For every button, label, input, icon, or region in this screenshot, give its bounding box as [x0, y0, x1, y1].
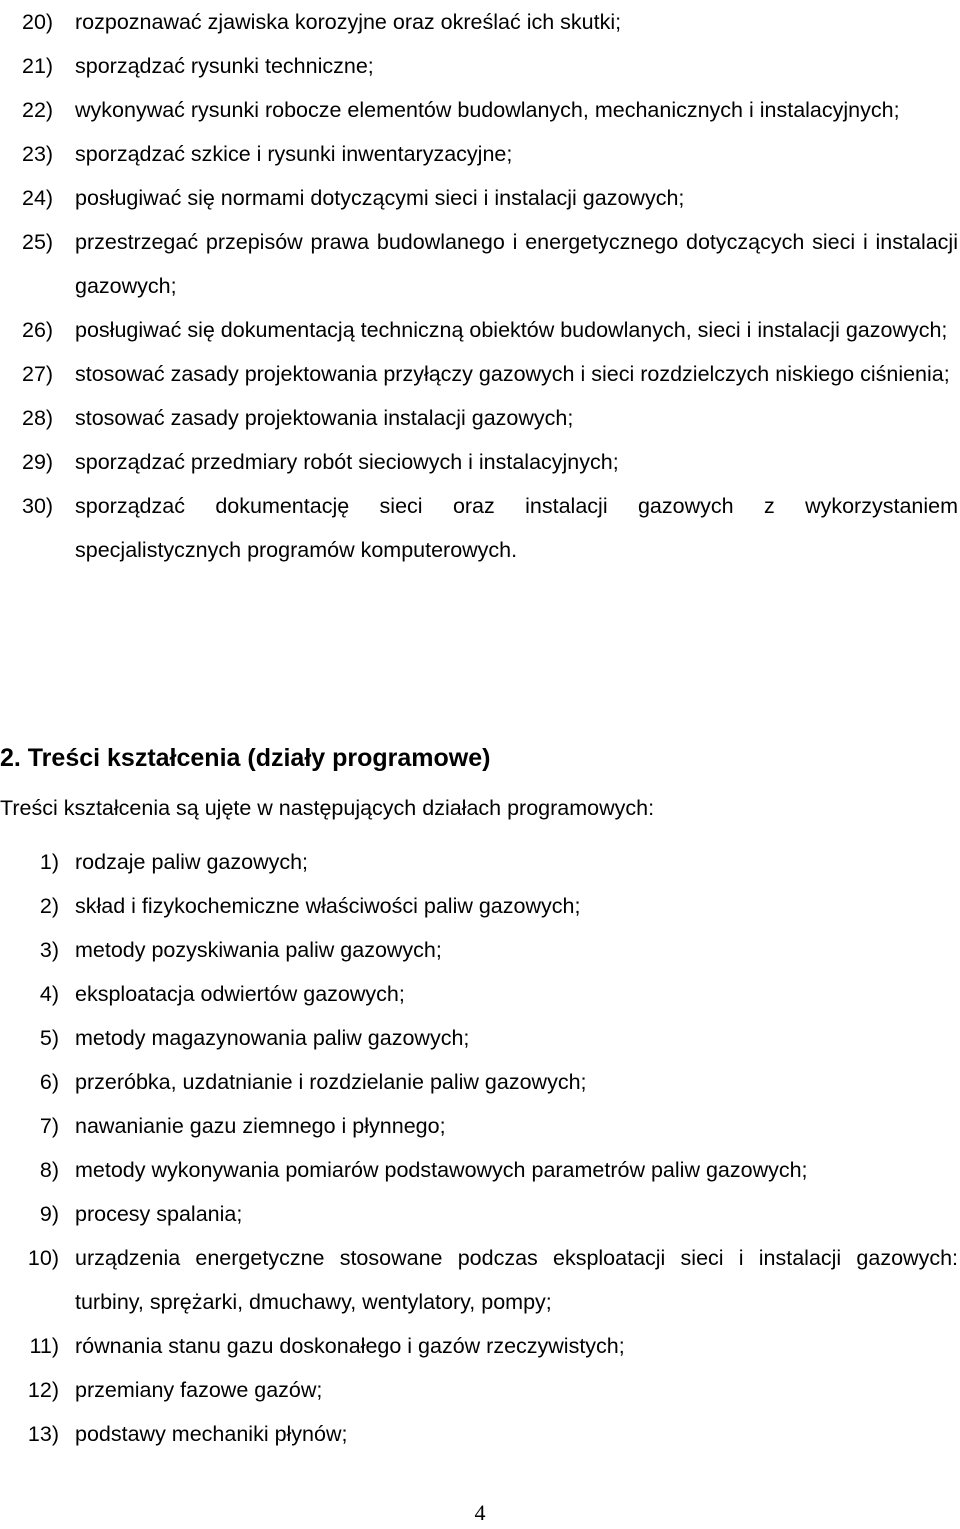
- list-item-text: rodzaje paliw gazowych;: [75, 850, 309, 874]
- list-item-text: sporządzać szkice i rysunki inwentaryzacyjne;: [75, 142, 513, 166]
- list-item-number: 2): [39, 894, 59, 918]
- list-item-number: 5): [39, 1026, 59, 1050]
- list-item-number: 25): [22, 230, 54, 254]
- list-item-number: 3): [39, 938, 59, 962]
- list-item-text: przeróbka, uzdatnianie i rozdzielanie paliw gazowych;: [75, 1070, 587, 1094]
- list-item-number: 29): [22, 450, 54, 474]
- program-sections-list: [0, 840, 960, 1456]
- list-item-text: urządzenia energetyczne stosowane podczas eksploatacji sieci i instalacji gazowych: turbiny, sprężarki, dmuchawy, wentylatory, pompy;: [75, 1246, 958, 1314]
- list-item-text: metody magazynowania paliw gazowych;: [75, 1026, 470, 1050]
- list-item: [0, 1324, 960, 1368]
- list-item: [0, 176, 960, 220]
- list-item: [0, 1104, 960, 1148]
- list-item-number: 23): [22, 142, 54, 166]
- list-item-text: posługiwać się normami dotyczącymi sieci i instalacji gazowych;: [75, 186, 685, 210]
- list-item-number: 21): [22, 54, 54, 78]
- list-item: [0, 972, 960, 1016]
- list-item-number: 6): [39, 1070, 59, 1094]
- list-item-text: przestrzegać przepisów prawa budowlanego i energetycznego dotyczących sieci i instalacji gazowych;: [75, 230, 958, 298]
- list-item: [0, 1368, 960, 1412]
- list-item: [0, 928, 960, 972]
- list-item-number: 11): [29, 1334, 59, 1358]
- list-item: [0, 396, 960, 440]
- list-item-text: stosować zasady projektowania instalacji gazowych;: [75, 406, 574, 430]
- list-item-text: stosować zasady projektowania przyłączy gazowych i sieci rozdzielczych niskiego ciśnienia;: [75, 362, 950, 386]
- list-item-text: metody pozyskiwania paliw gazowych;: [75, 938, 442, 962]
- list-item-text: sporządzać przedmiary robót sieciowych i instalacyjnych;: [75, 450, 619, 474]
- list-item: [0, 1060, 960, 1104]
- list-item-text: wykonywać rysunki robocze elementów budowlanych, mechanicznych i instalacyjnych;: [75, 98, 900, 122]
- list-item-text: posługiwać się dokumentacją techniczną obiektów budowlanych, sieci i instalacji gazowych;: [75, 318, 948, 342]
- list-item: [0, 44, 960, 88]
- list-item-number: 24): [22, 186, 54, 210]
- list-item: [0, 1148, 960, 1192]
- list-item-text: równania stanu gazu doskonałego i gazów rzeczywistych;: [75, 1334, 625, 1358]
- list-item-number: 10): [27, 1246, 59, 1270]
- skills-list: [0, 0, 960, 572]
- list-item-number: 12): [27, 1378, 59, 1402]
- list-item-text: sporządzać dokumentację sieci oraz instalacji gazowych z wykorzystaniem specjalistycznych programów komputerowych.: [75, 494, 958, 562]
- list-item-number: 9): [39, 1202, 59, 1226]
- list-item-number: 27): [22, 362, 54, 386]
- section-heading: 2. Treści kształcenia (działy programowe): [0, 744, 491, 772]
- list-item-number: 7): [39, 1114, 59, 1138]
- section-intro: Treści kształcenia są ujęte w następujących działach programowych:: [0, 796, 655, 820]
- list-item: [0, 132, 960, 176]
- list-item-number: 26): [22, 318, 54, 342]
- list-item: [0, 1412, 960, 1456]
- list-item-text: przemiany fazowe gazów;: [75, 1378, 323, 1402]
- list-item: [0, 1016, 960, 1060]
- list-item-number: 20): [22, 10, 54, 34]
- list-item-number: 4): [39, 982, 59, 1006]
- list-item-text: procesy spalania;: [75, 1202, 243, 1226]
- list-item: [0, 220, 960, 308]
- list-item-text: metody wykonywania pomiarów podstawowych parametrów paliw gazowych;: [75, 1158, 808, 1182]
- list-item: [0, 840, 960, 884]
- list-item-number: 8): [39, 1158, 59, 1182]
- list-item-text: nawanianie gazu ziemnego i płynnego;: [75, 1114, 446, 1138]
- list-item-text: rozpoznawać zjawiska korozyjne oraz określać ich skutki;: [75, 10, 622, 34]
- list-item-number: 1): [39, 850, 59, 874]
- list-item-text: skład i fizykochemiczne właściwości paliw gazowych;: [75, 894, 581, 918]
- list-item-number: 30): [22, 494, 54, 518]
- list-item: [0, 308, 960, 352]
- list-item: [0, 484, 960, 572]
- list-item: [0, 1192, 960, 1236]
- list-item-number: 28): [22, 406, 54, 430]
- list-item-text: sporządzać rysunki techniczne;: [75, 54, 374, 78]
- list-item: [0, 0, 960, 44]
- page-number: 4: [474, 1500, 486, 1525]
- list-item: [0, 1236, 960, 1324]
- list-item: [0, 884, 960, 928]
- list-item-number: 22): [22, 98, 54, 122]
- list-item-text: podstawy mechaniki płynów;: [75, 1422, 348, 1446]
- list-item: [0, 88, 960, 132]
- list-item: [0, 440, 960, 484]
- list-item: [0, 352, 960, 396]
- list-item-number: 13): [27, 1422, 59, 1446]
- list-item-text: eksploatacja odwiertów gazowych;: [75, 982, 405, 1006]
